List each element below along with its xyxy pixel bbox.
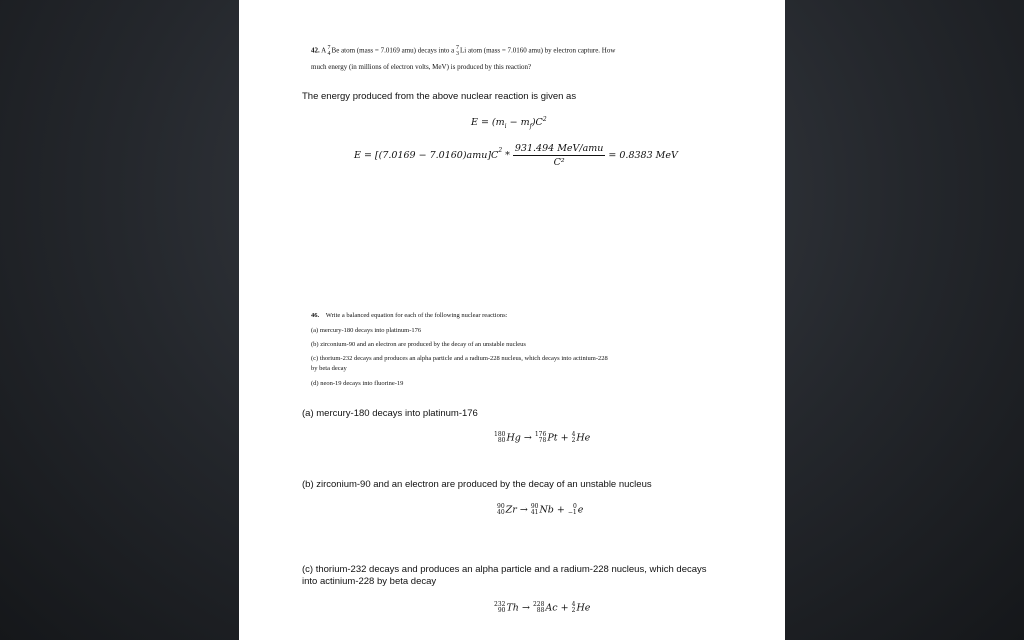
li-symbol: Li (460, 46, 467, 55)
plus-b: + (556, 504, 565, 516)
be-isotope-numbers (328, 45, 331, 57)
eq2-denominator: C² (553, 157, 565, 168)
he-mass-c: 4 (571, 601, 576, 608)
arrow-b: → (519, 504, 528, 516)
document-page (239, 0, 785, 640)
problem-46-title-line (311, 310, 507, 321)
answer-a-label: (a) mercury-180 decays into platinum-176 (302, 408, 478, 419)
ac-mass: 228 (532, 601, 545, 608)
hg-mass: 180 (494, 431, 506, 438)
eq2-lhs: E = [(7.0169 − 7.0160)amu]C (354, 150, 499, 161)
energy-equation-1 (471, 116, 547, 130)
eq1-mid: − m (506, 117, 530, 129)
zr-numbers (497, 504, 505, 516)
plus-c: + (560, 602, 569, 614)
eq2-times: * (505, 150, 510, 161)
eq2-sup: 2 (498, 147, 503, 154)
problem-46-item-c: (c) thorium-232 decays and produces an alpha particle and a radium-228 nucleus, which decays into actinium-228 (311, 355, 608, 362)
zr-atomic: 40 (497, 509, 505, 516)
be-mass-number: 7 (327, 45, 331, 51)
e-numbers (568, 504, 577, 516)
pt-symbol: Pt (547, 432, 558, 444)
eq1-lhs: E = (m (471, 117, 505, 129)
eq1-sub-i: i (504, 123, 507, 131)
nb-numbers (531, 504, 539, 516)
energy-equation-2 (354, 143, 678, 168)
pt-numbers (535, 432, 546, 444)
he-symbol-a: He (576, 432, 591, 444)
nb-mass: 90 (530, 503, 539, 510)
problem-46-item-d: (d) neon-19 decays into fluorine-19 (311, 380, 404, 387)
arrow-c: → (521, 602, 530, 614)
ac-atomic: 88 (536, 607, 545, 614)
answer-c-label-line1: (c) thorium-232 decays and produces an alpha particle and a radium-228 nucleus, which decays (302, 564, 707, 575)
pt-mass: 176 (534, 431, 547, 438)
he-atomic-a: 2 (571, 437, 576, 444)
he-mass-a: 4 (571, 431, 576, 438)
eq1-sub-f: f (529, 123, 532, 131)
e-mass: 0 (572, 503, 577, 510)
problem-46-item-c-cont: by beta decay (311, 365, 347, 372)
ac-symbol: Ac (545, 602, 558, 614)
li-mass-number: 7 (456, 45, 460, 51)
eq2-numerator: 931.494 MeV/amu (514, 143, 604, 154)
li-isotope-numbers (456, 45, 459, 57)
ac-numbers (533, 602, 544, 614)
he-numbers-a (572, 432, 576, 444)
zr-mass: 90 (497, 503, 505, 510)
problem-42-number: 42. (311, 46, 320, 55)
th-atomic: 90 (497, 607, 506, 614)
zr-symbol: Zr (505, 504, 517, 516)
be-symbol: Be (331, 46, 340, 55)
problem-42-line2: much energy (in millions of electron volts, MeV) is produced by this reaction? (311, 63, 532, 71)
eq2-result: = 0.8383 MeV (608, 150, 678, 161)
arrow-a: → (523, 432, 532, 444)
problem-42-text-c: atom (mass = 7.0160 amu) by electron capture. How (468, 46, 616, 55)
plus-a: + (560, 432, 569, 444)
problem-42-text-b: atom (mass = 7.0169 amu) decays into a (341, 46, 455, 55)
hg-numbers (494, 432, 505, 444)
problem-42-text (311, 45, 615, 57)
th-symbol: Th (506, 602, 519, 614)
problem-46-item-b: (b) zirconium-90 and an electron are produced by the decay of an unstable nucleus (311, 341, 526, 348)
problem-46-title: Write a balanced equation for each of the following nuclear reactions: (325, 312, 508, 319)
eq1-sup: 2 (542, 116, 547, 123)
pt-atomic: 78 (538, 437, 547, 444)
th-numbers (494, 602, 505, 614)
hg-symbol: Hg (506, 432, 521, 444)
equation-b (497, 504, 583, 516)
answer-42-intro: The energy produced from the above nuclear reaction is given as (302, 91, 577, 102)
eq2-fraction (513, 143, 606, 168)
hg-atomic: 80 (497, 437, 506, 444)
eq1-rhs: )C (531, 117, 543, 129)
e-symbol: e (577, 504, 584, 516)
equation-a (494, 432, 590, 444)
he-atomic-c: 2 (571, 607, 576, 614)
problem-46-item-a: (a) mercury-180 decays into platinum-176 (311, 327, 422, 334)
nb-atomic: 41 (530, 509, 539, 516)
he-numbers-c (572, 602, 576, 614)
answer-b-label: (b) zirconium-90 and an electron are produced by the decay of an unstable nucleus (302, 479, 652, 490)
e-charge: −1 (567, 509, 577, 516)
th-mass: 232 (494, 601, 506, 608)
problem-46-number: 46. (311, 312, 320, 319)
be-atomic-number: 4 (327, 51, 331, 57)
he-symbol-c: He (576, 602, 591, 614)
nb-symbol: Nb (539, 504, 554, 516)
problem-42-text-a: A (321, 46, 326, 55)
answer-c-label-line2: into actinium-228 by beta decay (302, 576, 437, 587)
equation-c (494, 602, 590, 614)
li-atomic-number: 3 (456, 51, 460, 57)
